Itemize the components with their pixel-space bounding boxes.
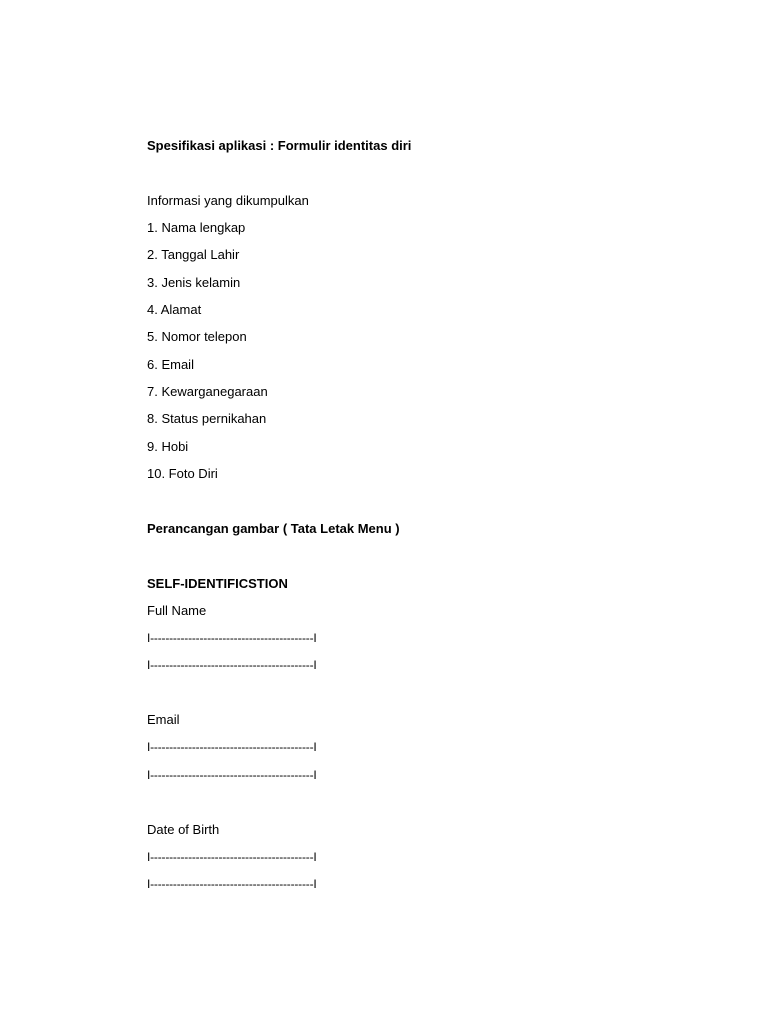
list-item: 7. Kewarganegaraan [147, 384, 268, 399]
date-of-birth-field-line: I-------------------------------------------I [147, 850, 317, 864]
list-item: 1. Nama lengkap [147, 220, 246, 235]
design-heading: Perancangan gambar ( Tata Letak Menu ) [147, 521, 400, 536]
list-item: 8. Status pernikahan [147, 411, 267, 426]
date-of-birth-label: Date of Birth [147, 822, 220, 837]
list-item: 2. Tanggal Lahir [147, 247, 240, 262]
full-name-field-line: I-------------------------------------------I [147, 631, 317, 645]
date-of-birth-field-line: I-------------------------------------------I [147, 877, 317, 891]
list-item: 3. Jenis kelamin [147, 275, 241, 290]
info-heading: Informasi yang dikumpulkan [147, 193, 309, 208]
full-name-field-line: I-------------------------------------------I [147, 658, 317, 672]
list-item: 5. Nomor telepon [147, 329, 247, 344]
email-field-line: I-------------------------------------------I [147, 768, 317, 782]
list-item: 4. Alamat [147, 302, 202, 317]
form-title: SELF-IDENTIFICSTION [147, 576, 288, 591]
full-name-label: Full Name [147, 603, 207, 618]
email-field-line: I-------------------------------------------I [147, 740, 317, 754]
list-item: 9. Hobi [147, 439, 189, 454]
document-title: Spesifikasi aplikasi : Formulir identitas diri [147, 138, 412, 153]
list-item: 6. Email [147, 357, 194, 372]
email-label: Email [147, 712, 180, 727]
list-item: 10. Foto Diri [147, 466, 218, 481]
